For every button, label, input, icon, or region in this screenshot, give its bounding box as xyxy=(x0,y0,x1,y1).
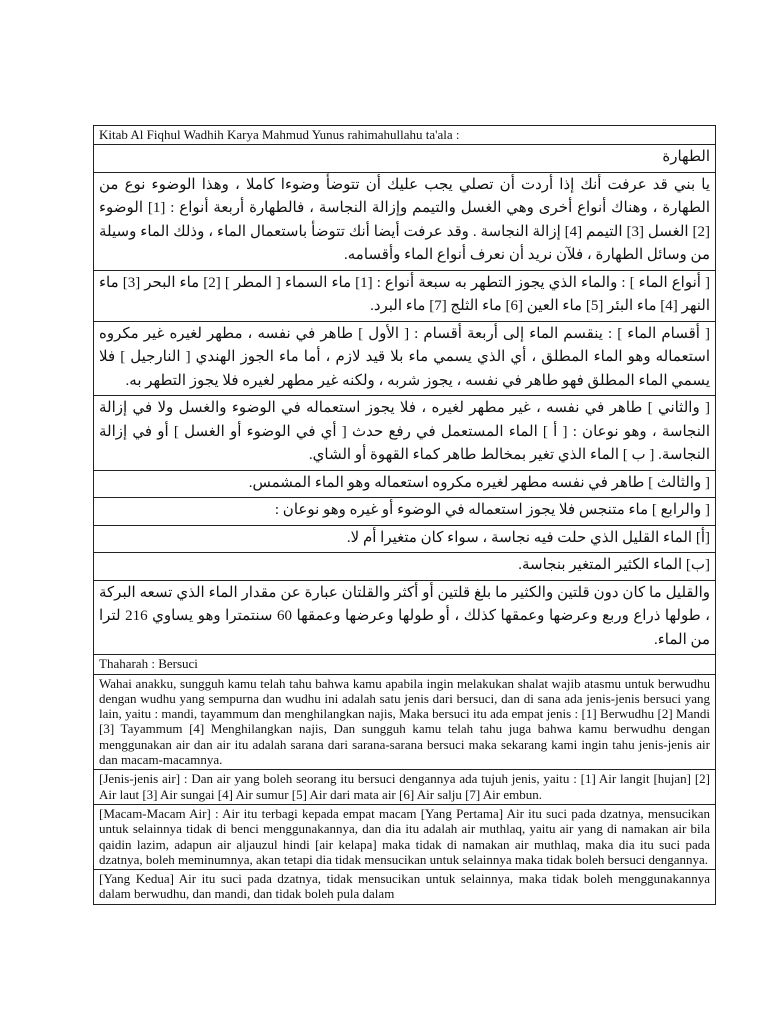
arabic-qullatain-paragraph: والقليل ما كان دون قلتين والكثير ما بلغ قلتين أو أكثر والقلتان عبارة عن مقدار الماء الذي تسعه البركة ، طولها ذراع وربع وعرضها وعمقها كذلك ، أو طولها وعرضها وعمقها 60 سنتمترا وهو يساوي 216 لترا من الماء. xyxy=(93,581,716,656)
indonesian-heading: Thaharah : Bersuci xyxy=(93,655,716,674)
document-table xyxy=(93,125,716,905)
arabic-second-type: [ والثاني ] طاهر في نفسه ، غير مطهر لغيره ، فلا يجوز استعماله في الوضوء والغسل ولا في إزالة النجاسة ، وهو نوعان : [ أ ] الماء المستعمل في رفع حدث [ أي في الوضوء أو الغسل ] أو في إزالة النجاسة. [ ب ] الماء الذي تغير بمخالط طاهر كماء القهوة أو الشاي. xyxy=(93,396,716,471)
arabic-intro-paragraph: يا بني قد عرفت أنك إذا أردت أن تصلي يجب عليك أن تتوضأ وضوءا كاملا ، وهذا الوضوء نوع من الطهارة ، وهناك أنواع أخرى وهي الغسل والتيمم وإزالة النجاسة ، فالطهارة أربعة أنواع : [1] الوضوء [2] الغسل [3] التيمم [4] إزالة النجاسة . وقد عرفت أيضا أنك تتوضأ باستعمال الماء ، وذلك الماء وسيلة من وسائل الطهارة ، فلآن نريد أن نعرف أنواع الماء وأقسامه. xyxy=(93,173,716,271)
arabic-heading: الطهارة xyxy=(93,145,716,173)
arabic-divisions-of-water: [ أقسام الماء ] : ينقسم الماء إلى أربعة أقسام : [ الأول ] طاهر في نفسه ، مطهر لغيره غير مكروه استعماله وهو الماء المطلق ، أي الذي يسمي ماء بلا قيد لازم ، أما ماء الجوز الهندي [ النارجيل ] فلا يسمي الماء المطلق فهو طاهر في نفسه ، يجوز شربه ، ولكنه غير مطهر لغيره فلا يجوز التطهر به. xyxy=(93,322,716,397)
indonesian-second-type: [Yang Kedua] Air itu suci pada dzatnya, tidak mensucikan untuk selainnya, maka tidak boleh menggunakannya dalam berwudhu, dan mandi, dan tidak boleh pula dalam xyxy=(93,870,716,905)
indonesian-divisions-of-water: [Macam-Macam Air] : Air itu terbagi kepada empat macam [Yang Pertama] Air itu suci pada dzatnya, mensucikan untuk selainnya tidak di benci menggunakannya, dan dia itu adalah air muthlaq, yaitu air yang di namakan air bila qaidin lazim, adapun air aljauzul hindi [air kelapa] maka tidak di namakan air muthlaq, maka dia itu suci pada dzatnya, boleh meminumnya, akan tetapi dia tidak mensucikan untuk selainnya maka tidak boleh bersuci dengannya. xyxy=(93,805,716,870)
arabic-fourth-type: [ والرابع ] ماء متنجس فلا يجوز استعماله في الوضوء أو غيره وهو نوعان : xyxy=(93,498,716,526)
arabic-third-type: [ والثالث ] طاهر في نفسه مطهر لغيره مكروه استعماله وهو الماء المشمس. xyxy=(93,471,716,499)
indonesian-intro-paragraph: Wahai anakku, sungguh kamu telah tahu bahwa kamu apabila ingin melakukan shalat wajib atasmu untuk berwudhu dengan wudhu yang sempurna dan wudhu ini adalah satu jenis dari bersuci, dan di sana ada jenis-jenis bersuci yang lain, yaitu : mandi, tayammum dan menghilangkan najis, Maka bersuci itu ada empat jenis : [1] Berwudhu [2] Mandi [3] Tayammum [4] Menghilangkan najis, Dan sungguh kamu telah tahu juga bahwa kamu berwudhu dengan menggunakan air dan air itu adalah sarana dari sarana-sarana bersuci maka sekarang kami ingin tahu jenis-jenis air dan macam-macamnya. xyxy=(93,675,716,771)
indonesian-types-of-water: [Jenis-jenis air] : Dan air yang boleh seorang itu bersuci dengannya ada tujuh jenis, yaitu : [1] Air langit [hujan] [2] Air laut [3] Air sungai [4] Air sumur [5] Air dari mata air [6] Air salju [7] Air embun. xyxy=(93,770,716,805)
arabic-fourth-ba: [ب] الماء الكثير المتغير بنجاسة. xyxy=(93,553,716,581)
document-title: Kitab Al Fiqhul Wadhih Karya Mahmud Yunus rahimahullahu ta'ala : xyxy=(93,125,716,145)
arabic-fourth-alif: [أ] الماء القليل الذي حلت فيه نجاسة ، سواء كان متغيرا أم لا. xyxy=(93,526,716,554)
arabic-types-of-water: [ أنواع الماء ] : والماء الذي يجوز التطهر به سبعة أنواع : [1] ماء السماء [ المطر ] [2] ماء البحر [3] ماء النهر [4] ماء البئر [5] ماء العين [6] ماء الثلج [7] ماء البرد. xyxy=(93,271,716,322)
